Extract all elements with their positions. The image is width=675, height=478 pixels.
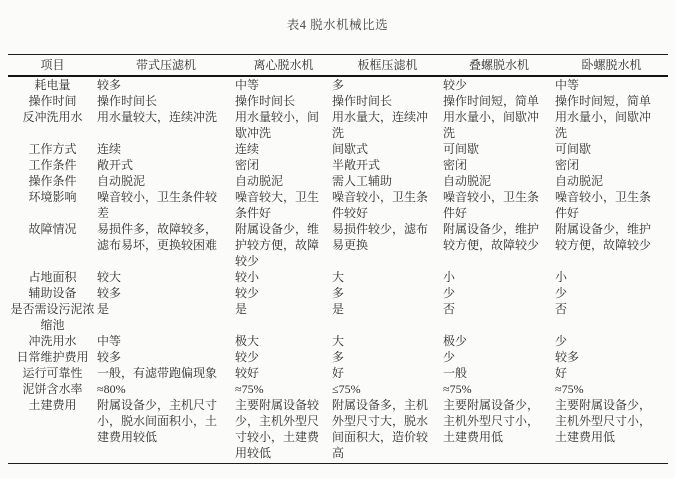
table-cell: 噪音较小，卫生条件好 <box>555 190 652 220</box>
table-cell: 自动脱泥 <box>235 174 284 188</box>
table-cell: 一般 <box>443 366 468 380</box>
table-cell: 较多 <box>97 286 122 300</box>
table-cell: 易损件多，故障较多，滤布易坏，更换较困难 <box>97 222 218 252</box>
table-cell: 中等 <box>97 334 122 348</box>
row-label: 日常维护费用 <box>16 350 89 364</box>
row-label: 辅助设备 <box>28 286 77 300</box>
row-label: 泥饼含水率 <box>22 382 83 396</box>
table-cell: 噪音较小，卫生条件较差 <box>97 190 218 220</box>
table-cell: ≈75% <box>235 382 264 396</box>
table-cell: 间歇式 <box>332 142 369 156</box>
table-cell: 较好 <box>235 366 260 380</box>
table-cell: 较少 <box>235 286 260 300</box>
row-label: 操作条件 <box>28 174 77 188</box>
table-cell: 用水量小，间歇冲洗 <box>555 110 652 140</box>
table-cell: 多 <box>332 350 345 364</box>
table-cell: 是 <box>97 302 110 316</box>
table-row <box>8 349 668 365</box>
table-cell: 密闭 <box>235 158 260 172</box>
table-cell: 半敞开式 <box>332 158 381 172</box>
table-cell: ≤75% <box>332 382 361 396</box>
row-label: 工作方式 <box>28 142 77 156</box>
table-cell: 自动脱泥 <box>443 174 492 188</box>
table-cell: 用水量小，间歇冲洗 <box>443 110 540 140</box>
table-cell: 操作时间短，简单 <box>443 94 540 108</box>
table-cell: 极少 <box>443 334 468 348</box>
row-label: 故障情况 <box>28 222 77 236</box>
table-cell: 敞开式 <box>97 158 134 172</box>
table-cell: 附属设备少，维护较方便，故障较少 <box>443 222 540 252</box>
table-cell: 用水量较大，连续冲洗 <box>97 110 218 124</box>
table-cell: 中等 <box>235 78 260 92</box>
table-cell: 自动脱泥 <box>555 174 604 188</box>
table-title: 表4 脱水机械比选 <box>286 18 389 32</box>
table-cell: 附属设备少，主机尺寸小，脱水间面积小，土建费用较低 <box>97 397 235 464</box>
table-cell: 操作时间长 <box>332 94 393 108</box>
table-cell: 少 <box>555 334 568 348</box>
table-cell: 较小 <box>235 270 260 284</box>
table-cell: 极大 <box>235 334 260 348</box>
table-cell: 需人工辅助 <box>332 174 393 188</box>
table-cell: 噪音较小，卫生条件好 <box>443 190 540 220</box>
table-cell: 中等 <box>555 78 580 92</box>
table-cell: 易损件较少，滤布易更换 <box>332 222 429 252</box>
table-cell: 否 <box>555 302 568 316</box>
column-header: 带式压滤机 <box>97 55 235 77</box>
comparison-table <box>8 54 668 464</box>
table-cell: 小 <box>555 270 568 284</box>
table-cell: 小 <box>443 270 456 284</box>
table-cell: 附属设备多，主机外型尺寸大，脱水间面积大，造价较高 <box>332 397 443 464</box>
table-row <box>8 397 668 464</box>
table-row <box>8 76 668 93</box>
table-row <box>8 381 668 397</box>
row-label: 反冲洗用水 <box>22 110 83 124</box>
table-cell: 用水量大，连续冲洗 <box>332 110 429 140</box>
table-row <box>8 285 668 301</box>
table-cell: 连续 <box>97 142 122 156</box>
table-row <box>8 189 668 221</box>
column-header: 项目 <box>8 55 97 77</box>
table-cell: 密闭 <box>555 158 580 172</box>
table-cell: 附属设备少，维护较方便，故障较少 <box>555 222 652 252</box>
row-label: 土建费用 <box>8 397 97 464</box>
column-header: 板框压滤机 <box>332 55 443 77</box>
table-cell: 少 <box>555 286 568 300</box>
table-row <box>8 157 668 173</box>
table-cell: 大 <box>332 270 345 284</box>
table-cell: 主要附属设备少，主机外型尺寸小，土建费用低 <box>443 397 555 464</box>
table-row <box>8 173 668 189</box>
table-cell: 少 <box>443 350 456 364</box>
table-cell: 一般，有滤带跑偏现象 <box>97 366 218 380</box>
header-row <box>8 55 668 77</box>
table-cell: 多 <box>332 286 345 300</box>
table-cell: 可间歇 <box>555 142 592 156</box>
table-row <box>8 333 668 349</box>
table-cell: 少 <box>443 286 456 300</box>
table-row <box>8 269 668 285</box>
column-header: 离心脱水机 <box>235 55 332 77</box>
table-cell: 自动脱泥 <box>97 174 146 188</box>
table-cell: 用水量较小，间歇冲洗 <box>235 110 320 140</box>
column-header: 卧螺脱水机 <box>555 55 668 77</box>
table-cell: 是 <box>332 302 345 316</box>
row-label: 工作条件 <box>28 158 77 172</box>
row-label: 是否需设污泥浓缩池 <box>10 302 95 332</box>
table-cell: 主要附属设备少，主机外型尺寸小，土建费用低 <box>555 397 668 464</box>
table-row <box>8 301 668 333</box>
table-cell: 较少 <box>443 78 468 92</box>
table-row <box>8 93 668 109</box>
table-cell: 较多 <box>97 350 122 364</box>
table-cell: 较少 <box>235 350 260 364</box>
column-header: 叠螺脱水机 <box>443 55 555 77</box>
table-cell: 密闭 <box>443 158 468 172</box>
table-body <box>8 76 668 464</box>
table-cell: 附属设备少，维护较方便，故障较少 <box>235 222 320 268</box>
table-cell: 噪音较小，卫生条件较好 <box>332 190 429 220</box>
table-cell: 连续 <box>235 142 260 156</box>
table-cell: 多 <box>332 78 345 92</box>
table-cell: 是 <box>235 302 248 316</box>
table-cell: 噪音较大，卫生条件好 <box>235 190 320 220</box>
table-cell: 操作时间长 <box>235 94 296 108</box>
table-row <box>8 365 668 381</box>
table-cell: 较大 <box>97 270 122 284</box>
table-cell: 好 <box>332 366 345 380</box>
table-cell: 可间歇 <box>443 142 480 156</box>
table-cell: 大 <box>332 334 345 348</box>
table-cell: 操作时间短，简单 <box>555 94 652 108</box>
row-label: 占地面积 <box>28 270 77 284</box>
table-cell: 操作时间长 <box>97 94 158 108</box>
table-cell: 否 <box>443 302 456 316</box>
table-cell: 好 <box>555 366 568 380</box>
table-cell: 主要附属设备较少，主机外型尺寸较小，土建费用较低 <box>235 397 332 464</box>
row-label: 运行可靠性 <box>22 366 83 380</box>
table-cell: 较多 <box>97 78 122 92</box>
table-cell: ≈80% <box>97 382 126 396</box>
row-label: 耗电量 <box>34 78 71 92</box>
table-row <box>8 141 668 157</box>
table-row <box>8 221 668 269</box>
table-cell: ≈75% <box>555 382 584 396</box>
row-label: 操作时间 <box>28 94 77 108</box>
row-label: 冲洗用水 <box>28 334 77 348</box>
table-cell: 较多 <box>555 350 580 364</box>
row-label: 环境影响 <box>28 190 77 204</box>
table-cell: ≈75% <box>443 382 472 396</box>
table-row <box>8 109 668 141</box>
